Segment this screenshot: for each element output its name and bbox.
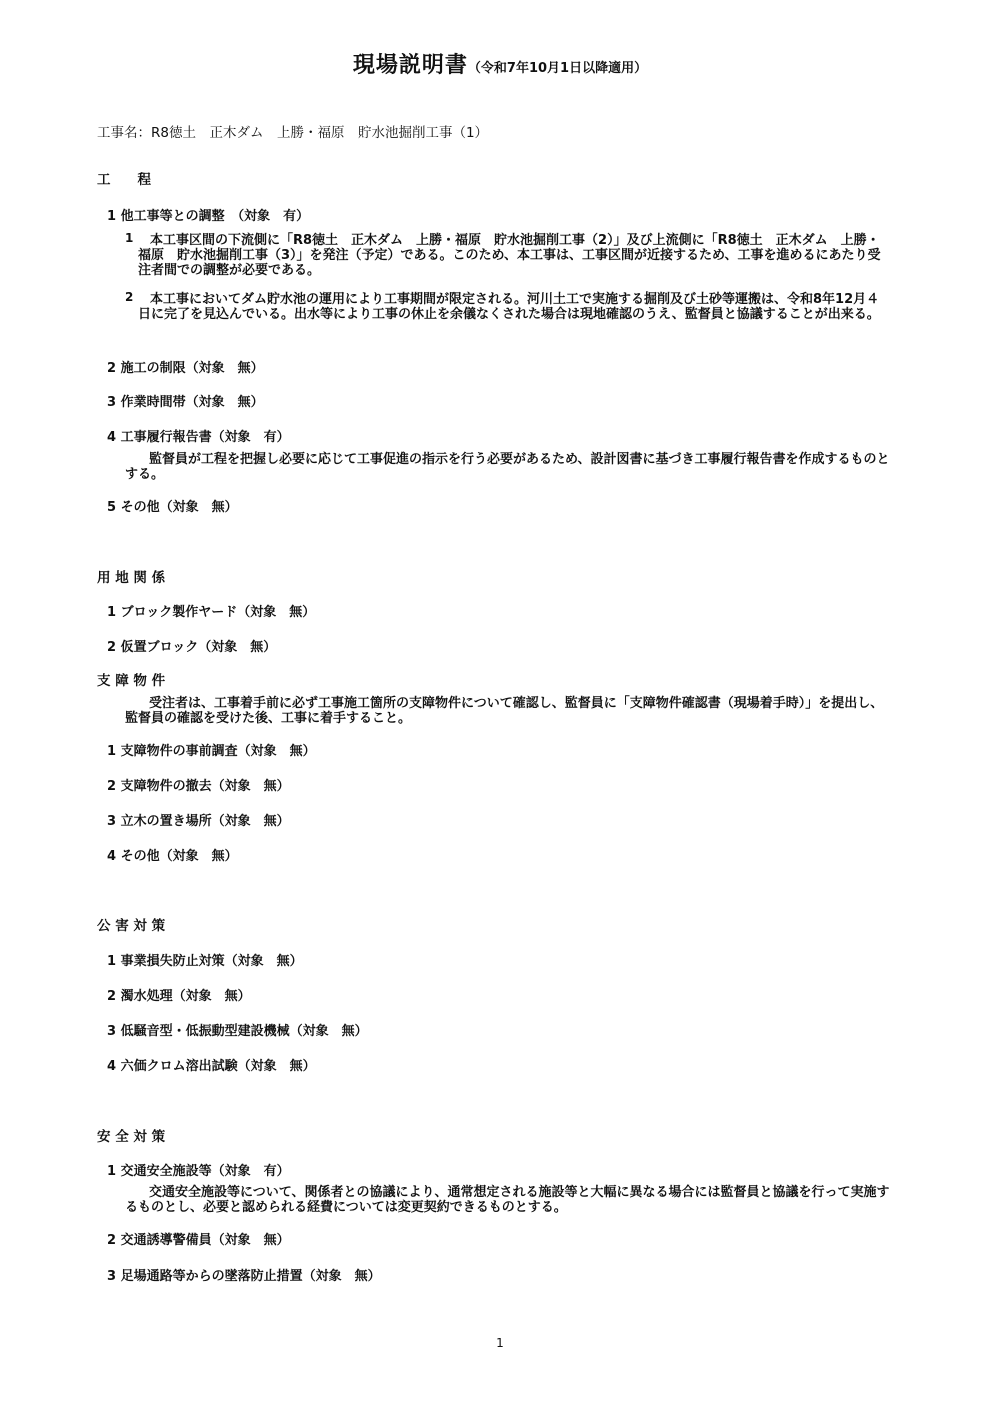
land-item-2: 2 仮置ブロック（対象 無）: [107, 640, 277, 655]
obstacles-item-4: 4 その他（対象 無）: [107, 849, 238, 864]
obstacles-note: 受注者は、工事着手前に必ず工事施工箇所の支障物件について確認し、監督員に「支障物件確認書（現場着手時）」を提出し、監督員の確認を受けた後、工事に着手すること。: [125, 696, 884, 726]
schedule-item-4: 4 工事履行報告書（対象 有）: [107, 430, 290, 445]
safety-item-1: 1 交通安全施設等（対象 有）: [107, 1164, 290, 1179]
progress-report-note: 監督員が工程を把握し必要に応じて工事促進の指示を行う必要があるため、設計図書に基づき工事履行報告書を作成するものとする。: [125, 452, 890, 482]
pollution-item-1: 1 事業損失防止対策（対象 無）: [107, 954, 303, 969]
section-heading-schedule: 工 程: [97, 172, 151, 188]
sub-item-number-2: 2: [125, 290, 134, 304]
section-heading-obstacles: 支 障 物 件: [97, 673, 166, 689]
obstacles-item-1: 1 支障物件の事前調査（対象 無）: [107, 744, 316, 759]
project-name: 工事名：R8徳土 正木ダム 上勝・福原 貯水池掘削工事（1）: [97, 125, 489, 141]
obstacles-item-3: 3 立木の置き場所（対象 無）: [107, 814, 290, 829]
schedule-item-5: 5 その他（対象 無）: [107, 500, 238, 515]
title-main: 現場説明書: [352, 53, 468, 78]
section-heading-land: 用 地 関 係: [97, 570, 166, 586]
schedule-item-2: 2 施工の制限（対象 無）: [107, 361, 264, 376]
pollution-item-2: 2 濁水処理（対象 無）: [107, 989, 251, 1004]
safety-item-2: 2 交通誘導警備員（対象 無）: [107, 1233, 290, 1248]
schedule-item-1: 1 他工事等との調整 （対象 有）: [107, 209, 310, 224]
page-number: 1: [496, 1336, 504, 1350]
section-heading-pollution: 公 害 対 策: [97, 918, 166, 934]
sub-item-text-1: 本工事区間の下流側に「R8徳土 正木ダム 上勝・福原 貯水池掘削工事（2）」及び上流側に「R8徳土 正木ダム 上勝・福原 貯水池掘削工事（3）」を発注（予定）である。このため、本工事は、工事区間が近接するため、工事を進めるにあたり受注者間での調整が必要である。: [138, 233, 881, 278]
sub-item-number-1: 1: [125, 231, 134, 245]
document-title: [0, 48, 1000, 79]
title-applicability: （令和7年10月1日以降適用）: [467, 61, 648, 76]
safety-item-3: 3 足場通路等からの墜落防止措置（対象 無）: [107, 1269, 381, 1284]
traffic-safety-note: 交通安全施設等について、関係者との協議により、通常想定される施設等と大幅に異なる場合には監督員と協議を行って実施するものとし、必要と認められる経費については変更契約できるものとする。: [125, 1185, 890, 1215]
section-heading-safety: 安 全 対 策: [97, 1129, 166, 1145]
pollution-item-3: 3 低騒音型・低振動型建設機械（対象 無）: [107, 1024, 368, 1039]
obstacles-item-2: 2 支障物件の撤去（対象 無）: [107, 779, 290, 794]
sub-item-text-2: 本工事においてダム貯水池の運用により工事期間が限定される。河川土工で実施する掘削及び土砂等運搬は、令和8年12月４日に完了を見込んでいる。出水等により工事の休止を余儀なくされた場合は現地確認のうえ、監督員と協議することが出来る。: [138, 292, 880, 322]
schedule-item-3: 3 作業時間帯（対象 無）: [107, 395, 264, 410]
land-item-1: 1 ブロック製作ヤード（対象 無）: [107, 605, 316, 620]
pollution-item-4: 4 六価クロム溶出試験（対象 無）: [107, 1059, 316, 1074]
